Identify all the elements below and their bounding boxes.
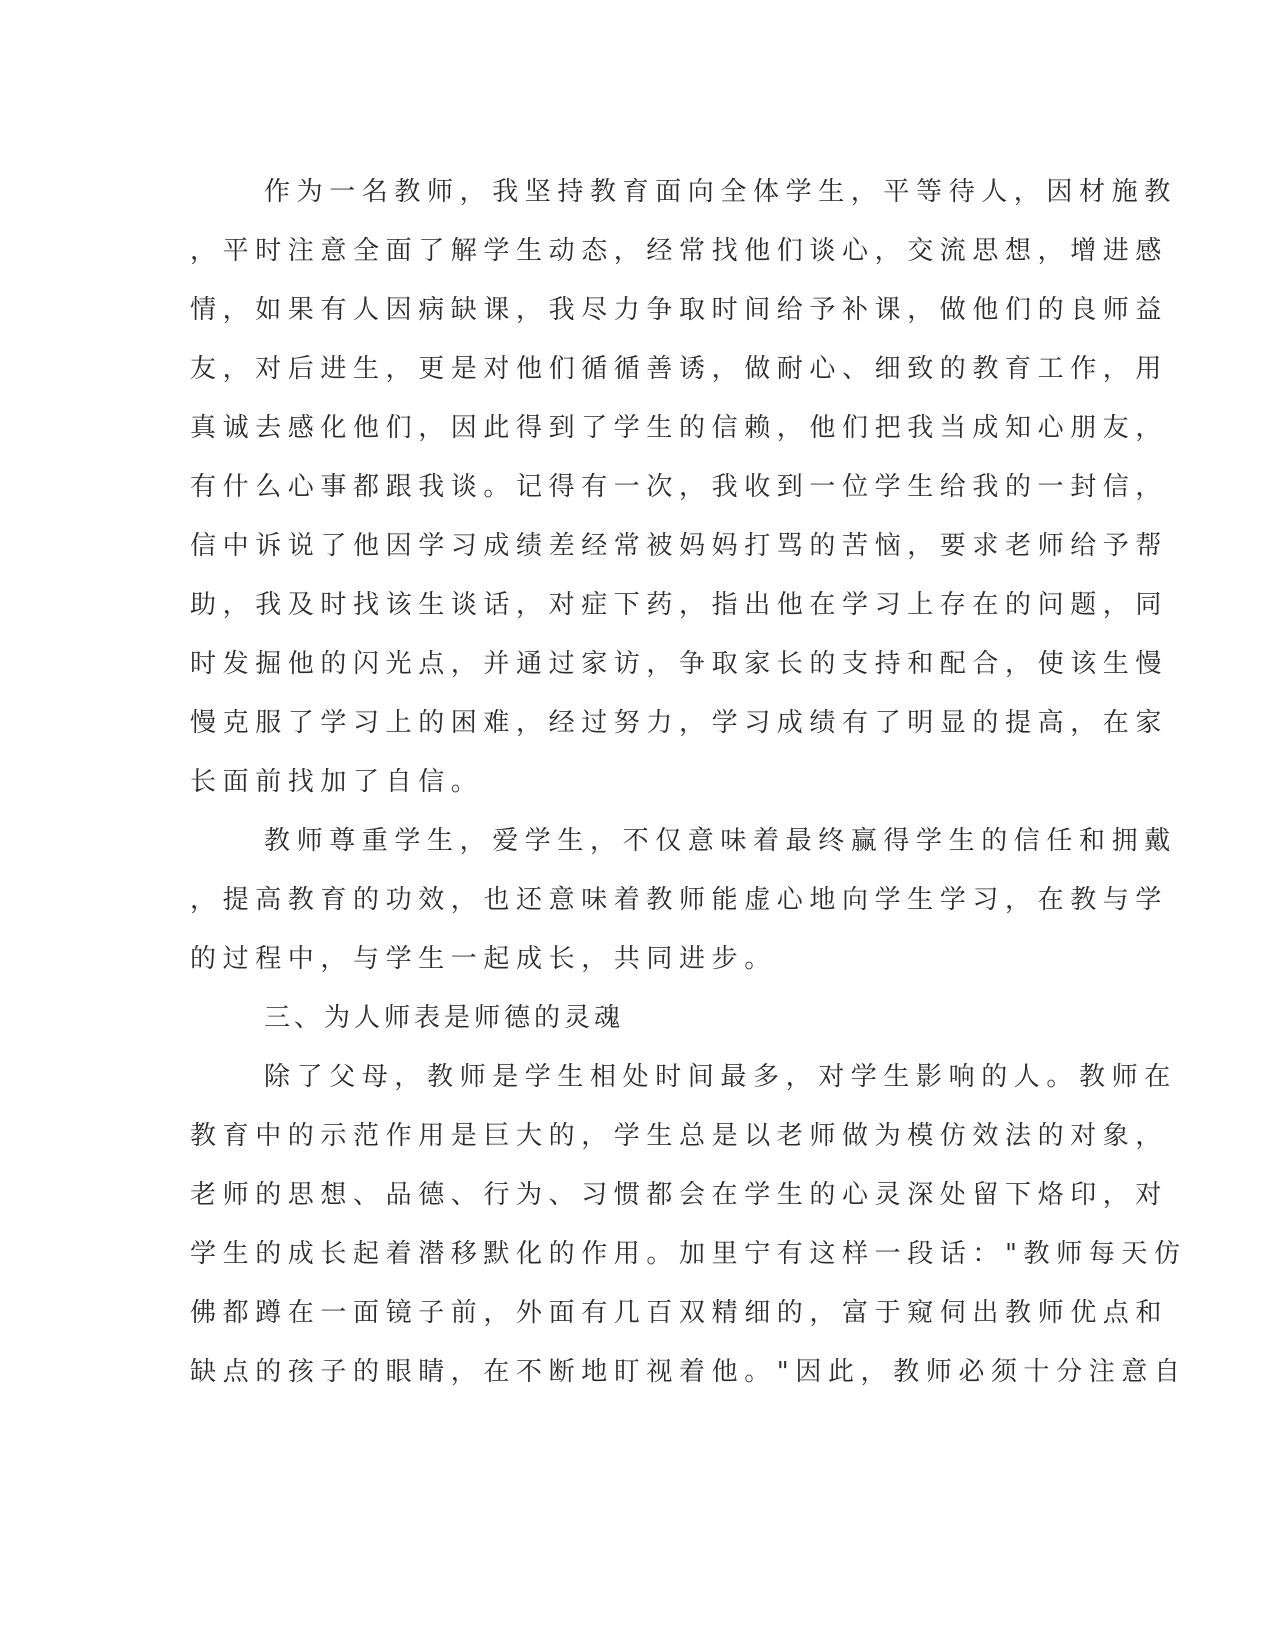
paragraph-1-line-2: ，平时注意全面了解学生动态，经常找他们谈心，交流思想，增进感 — [190, 236, 1169, 266]
paragraph-2-line-3: 的过程中，与学生一起成长，共同进步。 — [190, 944, 777, 974]
paragraph-3-line-5: 佛都蹲在一面镜子前，外面有几百双精细的，富于窥伺出教师优点和 — [190, 1298, 1169, 1328]
paragraph-1-line-1: 作为一名教师，我坚持教育面向全体学生，平等待人，因材施教 — [264, 177, 1177, 207]
document-body — [190, 163, 1187, 1402]
paragraph-1-line-10: 慢克服了学习上的困难，经过努力，学习成绩有了明显的提高，在家 — [190, 708, 1169, 738]
paragraph-3-line-3: 老师的思想、品德、行为、习惯都会在学生的心灵深处留下烙印，对 — [190, 1180, 1169, 1210]
paragraph-1-line-7: 信中诉说了他因学习成绩差经常被妈妈打骂的苦恼，要求老师给予帮 — [190, 531, 1169, 561]
section-heading: 三、为人师表是师德的灵魂 — [264, 1003, 625, 1033]
paragraph-3-line-6: 缺点的孩子的眼睛，在不断地盯视着他。"因此，教师必须十分注意自 — [190, 1357, 1187, 1387]
paragraph-1-line-11: 长面前找加了自信。 — [190, 767, 484, 797]
paragraph-1-line-4: 友，对后进生，更是对他们循循善诱，做耐心、细致的教育工作，用 — [190, 354, 1169, 384]
paragraph-1-line-8: 助，我及时找该生谈话，对症下药，指出他在学习上存在的问题，同 — [190, 590, 1169, 620]
paragraph-3-line-4: 学生的成长起着潜移默化的作用。加里宁有这样一段话："教师每天仿 — [190, 1239, 1187, 1269]
paragraph-3-line-2: 教育中的示范作用是巨大的，学生总是以老师做为模仿效法的对象， — [190, 1121, 1169, 1151]
paragraph-1-line-3: 情，如果有人因病缺课，我尽力争取时间给予补课，做他们的良师益 — [190, 295, 1169, 325]
paragraph-2-line-2: ，提高教育的功效，也还意味着教师能虚心地向学生学习，在教与学 — [190, 885, 1169, 915]
paragraph-1-line-9: 时发掘他的闪光点，并通过家访，争取家长的支持和配合，使该生慢 — [190, 649, 1169, 679]
paragraph-1-line-6: 有什么心事都跟我谈。记得有一次，我收到一位学生给我的一封信， — [190, 472, 1169, 502]
paragraph-2-line-1: 教师尊重学生，爱学生，不仅意味着最终赢得学生的信任和拥戴 — [264, 826, 1177, 856]
paragraph-3-line-1: 除了父母，教师是学生相处时间最多，对学生影响的人。教师在 — [264, 1062, 1177, 1092]
paragraph-1-line-5: 真诚去感化他们，因此得到了学生的信赖，他们把我当成知心朋友， — [190, 413, 1169, 443]
